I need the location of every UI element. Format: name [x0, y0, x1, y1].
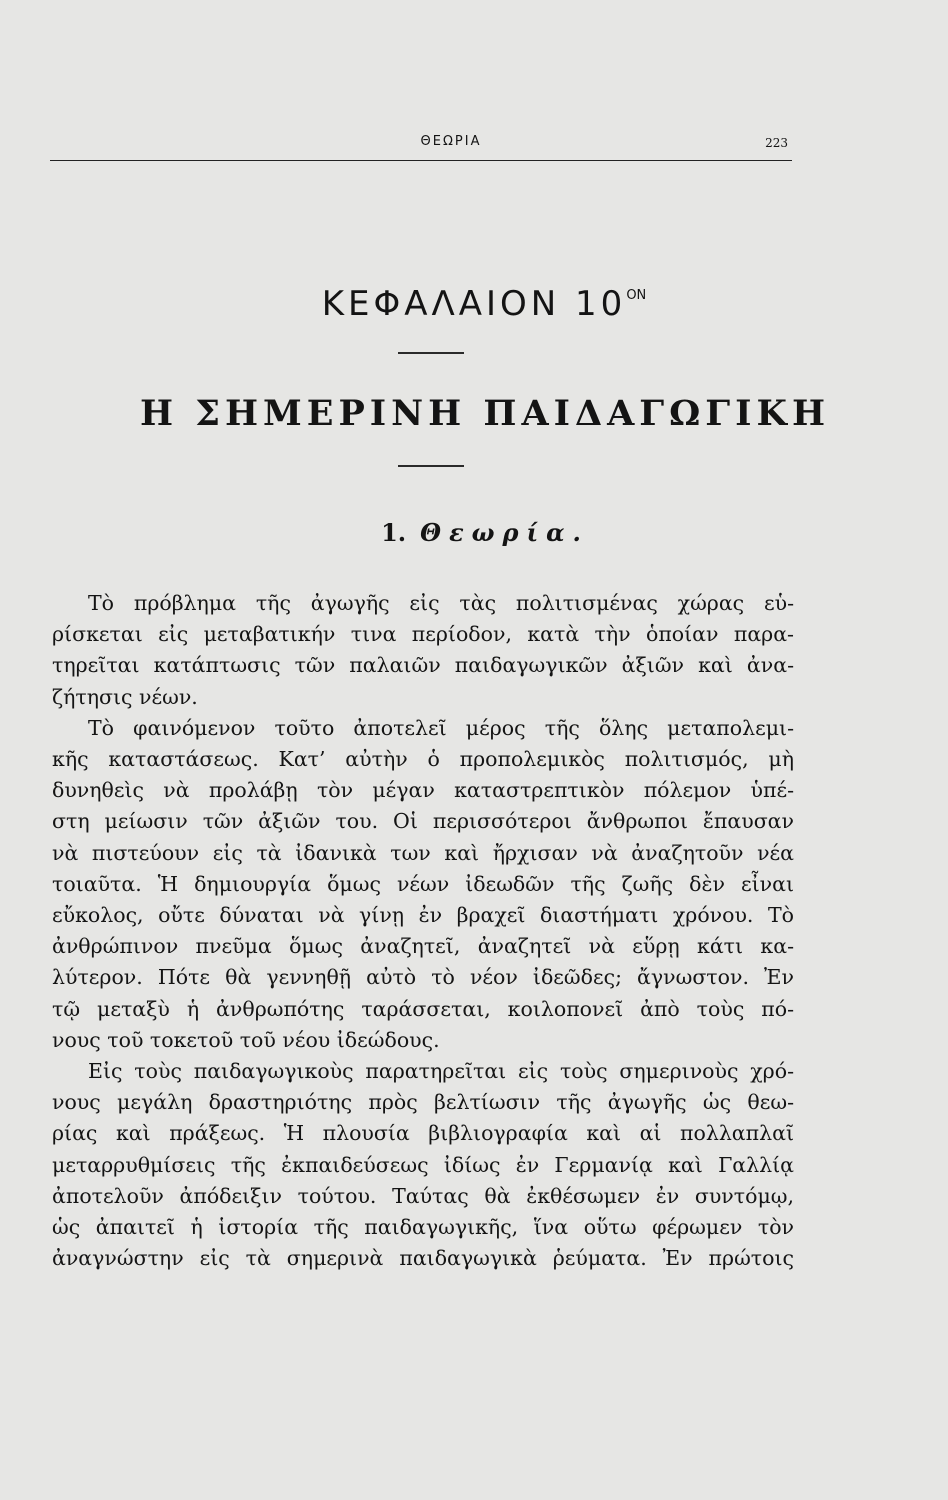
text-line: στη μείωσιν τῶν ἀξιῶν του. Οἱ περισσότεροι ἄνθρωποι ἔπαυσαν: [52, 809, 794, 834]
text-line: κῆς καταστάσεως. Κατ’ αὐτὴν ὁ προπολεμικὸς πολιτισμός, μὴ: [52, 747, 794, 772]
text-line: δυνηθεὶς νὰ προλάβῃ τὸν μέγαν καταστρεπτικὸν πόλεμον ὑπέ-: [52, 778, 794, 803]
text-line: νὰ πιστεύουν εἰς τὰ ἰδανικὰ των καὶ ἤρχισαν νὰ ἀναζητοῦν νέα: [52, 840, 794, 865]
chapter-title: [0, 284, 948, 324]
text-line: ρίσκεται εἰς μεταβατικήν τινα περίοδον, κατὰ τὴν ὁποίαν παρα-: [52, 622, 794, 647]
text-line: μεταρρυθμίσεις τῆς ἐκπαιδεύσεως ἰδίως ἐν Γερμανίᾳ καὶ Γαλλίᾳ: [52, 1152, 794, 1177]
section-heading: [0, 518, 948, 547]
section-number: 1.: [381, 518, 407, 547]
chapter-title-text: ΚΕΦΑΛΑΙΟΝ 10: [321, 284, 627, 324]
main-heading: Η ΣΗΜΕΡΙΝΗ ΠΑΙΔΑΓΩΓΙΚΗ: [139, 393, 831, 434]
text-line: εὔκολος, οὔτε δύναται νὰ γίνῃ ἐν βραχεῖ διαστήματι χρόνου. Τὸ: [52, 903, 794, 928]
divider-bottom: [398, 465, 464, 467]
divider-top: [398, 352, 464, 354]
text-line: Εἰς τοὺς παιδαγωγικοὺς παρατηρεῖται εἰς τοὺς σημερινοὺς χρό-: [88, 1059, 794, 1084]
chapter-title-suffix: ΟΝ: [626, 288, 647, 303]
section-title: Θεωρία.: [420, 518, 589, 547]
body-text: [52, 588, 794, 1274]
text-line: τοιαῦτα. Ἡ δημιουργία ὅμως νέων ἰδεωδῶν τῆς ζωῆς δὲν εἶναι: [52, 871, 794, 896]
running-title: ΘΕΩΡΙΑ: [420, 134, 482, 149]
text-line: νους τοῦ τοκετοῦ τοῦ νέου ἰδεώδους.: [52, 1027, 440, 1052]
text-line: ἀποτελοῦν ἀπόδειξιν τούτου. Ταύτας θὰ ἐκθέσωμεν ἐν συντόμῳ,: [52, 1183, 794, 1208]
text-line: ζήτησις νέων.: [52, 684, 198, 709]
text-line: Τὸ φαινόμενον τοῦτο ἀποτελεῖ μέρος τῆς ὅλης μεταπολεμι-: [88, 715, 794, 740]
text-line: ὡς ἀπαιτεῖ ἡ ἱστορία τῆς παιδαγωγικῆς, ἵνα οὕτω φέρωμεν τὸν: [52, 1215, 794, 1240]
text-line: ἀναγνώστην εἰς τὰ σημερινὰ παιδαγωγικὰ ῥεύματα. Ἐν πρώτοις: [52, 1246, 794, 1271]
text-line: νους μεγάλη δραστηριότης πρὸς βελτίωσιν τῆς ἀγωγῆς ὡς θεω-: [52, 1090, 794, 1115]
running-header: [50, 134, 792, 161]
text-line: Τὸ πρόβλημα τῆς ἀγωγῆς εἰς τὰς πολιτισμένας χώρας εὑ-: [88, 591, 794, 615]
text-line: ἀνθρώπινον πνεῦμα ὅμως ἀναζητεῖ, ἀναζητεῖ νὰ εὕρῃ κάτι κα-: [52, 934, 794, 959]
text-line: τηρεῖται κατάπτωσις τῶν παλαιῶν παιδαγωγικῶν ἀξιῶν καὶ ἀνα-: [52, 653, 794, 678]
page-number: 223: [765, 136, 788, 150]
text-line: τῷ μεταξὺ ἡ ἀνθρωπότης ταράσσεται, κοιλοπονεῖ ἀπὸ τοὺς πό-: [52, 996, 794, 1021]
text-line: λύτερον. Πότε θὰ γεννηθῇ αὐτὸ τὸ νέον ἰδεῶδες; ἄγνωστον. Ἐν: [52, 965, 794, 990]
text-line: ρίας καὶ πράξεως. Ἡ πλουσία βιβλιογραφία καὶ αἱ πολλαπλαῖ: [52, 1121, 794, 1146]
